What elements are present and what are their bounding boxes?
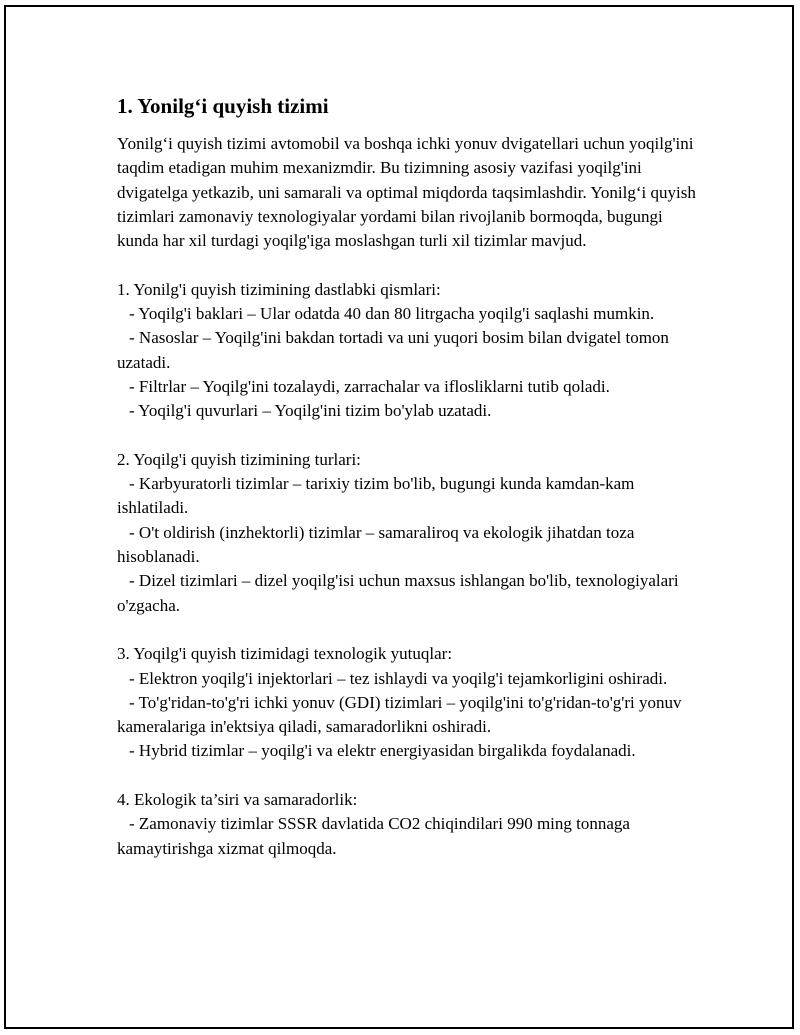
section-heading: 2. Yoqilg'i quyish tizimining turlari: bbox=[117, 449, 361, 469]
section-types bbox=[117, 448, 697, 618]
list-item: - Yoqilg'i quvurlari – Yoqilg'ini tizim bo'ylab uzatadi. bbox=[129, 401, 492, 421]
list-item: - Elektron yoqilg'i injektorlari – tez ishlaydi va yoqilg'i tejamkorligini oshiradi. bbox=[129, 668, 668, 688]
intro-paragraph: Yonilg‘i quyish tizimi avtomobil va boshqa ichki yonuv dvigatellari uchun yoqilg'ini taqdim etadigan muhim mexanizmdir. Bu tizimning asosiy vazifasi yoqilg'ini dvigatelga yetkazib, uni samarali va optimal miqdorda taqsimlashdir. Yonilg‘i quyish tizimlari zamonaviy texnologiyalar yordami bilan rivojlanib bormoqda, bugungi kunda har xil turdagi yoqilg'iga moslashgan turli xil tizimlar mavjud. bbox=[117, 134, 696, 251]
section-technology bbox=[117, 642, 697, 763]
list-item: - Filtrlar – Yoqilg'ini tozalaydi, zarrachalar va ifloslik​larni tutib qoladi. bbox=[129, 376, 610, 396]
list-item: - To'g'ridan-to'g'ri ichki yonuv (GDI) tizimlari – yoqilg'ini to'g'ridan-to'g'ri yonuv kameralariga in'ektsiya qiladi, samaradorlikni oshiradi. bbox=[117, 692, 682, 737]
list-item: - Nasoslar – Yoqilg'ini bakdan tortadi va uni yuqori bosim bilan dvigatel tomon uzatadi. bbox=[117, 328, 669, 372]
list-item: - Hybrid tizimlar – yoqilg'i va elektr energiyasidan birgalikda foydalanadi. bbox=[129, 741, 636, 761]
document-title: 1. Yonilg‘i quyish tizimi bbox=[117, 94, 329, 118]
section-heading: 1. Yonilg'i quyish tizimining dastlabki qismlari: bbox=[117, 279, 441, 299]
list-item: - Zamonaviy tizimlar SSSR davlatida CO2 chiqindilari 990 ming tonnaga kamaytirishga xizmat qilmoqda. bbox=[117, 814, 630, 858]
document-body bbox=[117, 92, 697, 861]
section-heading: 3. Yoqilg'i quyish tizimidagi texnologik yutuqlar: bbox=[117, 644, 453, 664]
section-components bbox=[117, 278, 697, 424]
list-item: - O't oldirish (inzhektorli) tizimlar – samaraliroq va ekologik jihatdan toza hisoblanadi. bbox=[117, 522, 635, 567]
list-item: - Karbyuratorli tizimlar – tarixiy tizim bo'lib, bugungi kunda kamdan-kam ishlatiladi. bbox=[117, 474, 635, 518]
section-heading: 4. Ekologik ta’siri va samaradorlik: bbox=[117, 790, 358, 810]
section-ecology bbox=[117, 788, 697, 861]
list-item: - Yoqilg'i baklari – Ular odatda 40 dan 80 litrgacha yoqilg'i saqlashi mumkin. bbox=[129, 304, 655, 324]
list-item: - Dizel tizimlari – dizel yoqilg'isi uchun maxsus ishlangan bo'lib, texnologiyalari o'zgacha. bbox=[117, 571, 679, 615]
